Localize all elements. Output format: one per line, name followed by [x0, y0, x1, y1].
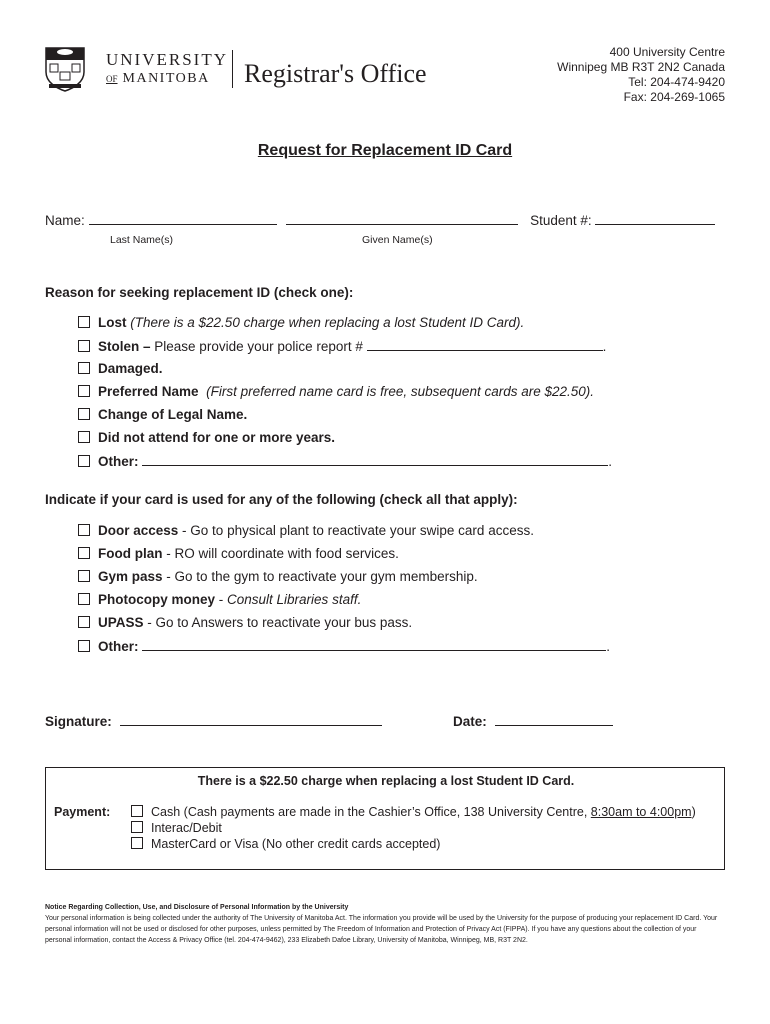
photocopy-note: Consult Libraries staff.	[227, 592, 362, 607]
usage-upass-option[interactable]	[78, 615, 412, 630]
payment-interac-option[interactable]	[131, 821, 222, 835]
food-plan-checkbox[interactable]	[78, 547, 90, 559]
cash-label: Cash (Cash payments are made in the Cashier’s Office, 138 University Centre,	[151, 805, 591, 819]
lost-note: (There is a $22.50 charge when replacing a lost Student ID Card).	[130, 315, 525, 330]
usage-other-option[interactable]: Other: .	[78, 638, 610, 654]
payment-box	[45, 767, 725, 870]
food-plan-note: - RO will coordinate with food services.	[162, 546, 399, 561]
student-number-label: Student #:	[530, 213, 592, 228]
payment-label: Payment:	[54, 805, 111, 819]
payment-cash-option[interactable]	[131, 805, 696, 819]
last-name-caption: Last Name(s)	[110, 234, 174, 246]
last-name-field[interactable]	[89, 212, 277, 225]
interac-checkbox[interactable]	[131, 821, 143, 833]
office-address	[465, 45, 725, 105]
address-phone: Tel: 204-474-9420	[628, 75, 725, 89]
lost-checkbox[interactable]	[78, 316, 90, 328]
upass-checkbox[interactable]	[78, 616, 90, 628]
address-line: Winnipeg MB R3T 2N2 Canada	[557, 60, 725, 74]
photocopy-label: Photocopy money	[98, 592, 216, 607]
gym-pass-note: - Go to the gym to reactivate your gym membership.	[162, 569, 478, 584]
form-title: Request for Replacement ID Card	[257, 142, 513, 159]
gym-pass-label: Gym pass	[98, 569, 163, 584]
given-name-caption: Given Name(s)	[362, 234, 433, 246]
door-access-note: - Go to physical plant to reactivate your swipe card access.	[178, 523, 534, 538]
cash-close-paren: )	[691, 805, 696, 819]
reason-heading: Reason for seeking replacement ID (check one):	[45, 285, 354, 300]
did-not-attend-label: Did not attend for one or more years.	[98, 430, 336, 445]
address-fax: Fax: 204-269-1065	[623, 90, 725, 104]
university-of: OF	[106, 74, 118, 84]
university-manitoba: MANITOBA	[122, 71, 210, 86]
cash-hours: 8:30am to 4:00pm	[590, 805, 692, 819]
stolen-checkbox[interactable]	[78, 340, 90, 352]
did-not-attend-checkbox[interactable]	[78, 431, 90, 443]
privacy-notice	[45, 902, 725, 946]
preferred-note: (First preferred name card is free, subsequent cards are $22.50).	[206, 384, 595, 399]
given-name-field[interactable]	[286, 212, 518, 225]
usage-gym-option[interactable]	[78, 569, 478, 584]
reason-damaged-option[interactable]	[78, 361, 163, 376]
usage-door-option[interactable]	[78, 523, 534, 538]
gym-pass-checkbox[interactable]	[78, 570, 90, 582]
date-row	[453, 713, 613, 729]
reason-stolen-option[interactable]: Stolen – Please provide your police report # .	[78, 338, 606, 354]
usage-other-label: Other:	[98, 639, 139, 654]
photocopy-checkbox[interactable]	[78, 593, 90, 605]
date-field[interactable]	[495, 713, 613, 726]
name-label: Name:	[45, 213, 85, 228]
damaged-label: Damaged.	[98, 361, 163, 376]
reason-preferred-option[interactable]	[78, 384, 594, 399]
payment-card-option[interactable]	[131, 837, 440, 851]
name-row	[45, 212, 715, 228]
preferred-checkbox[interactable]	[78, 385, 90, 397]
privacy-notice-heading: Notice Regarding Collection, Use, and Disclosure of Personal Information by the University	[45, 904, 349, 911]
reason-lost-option[interactable]	[78, 315, 524, 330]
photocopy-dash: -	[215, 592, 228, 607]
reason-other-checkbox[interactable]	[78, 455, 90, 467]
food-plan-label: Food plan	[98, 546, 163, 561]
header-separator	[232, 50, 233, 88]
signature-label: Signature:	[45, 714, 112, 729]
damaged-checkbox[interactable]	[78, 362, 90, 374]
reason-did-not-attend-option[interactable]	[78, 430, 335, 445]
university-name-line2	[106, 71, 210, 87]
date-label: Date:	[453, 714, 487, 729]
payment-heading: There is a $22.50 charge when replacing a lost Student ID Card.	[197, 774, 575, 788]
upass-note: - Go to Answers to reactivate your bus pass.	[143, 615, 413, 630]
stolen-label: Stolen –	[98, 339, 151, 354]
reason-other-label: Other:	[98, 454, 139, 469]
legal-name-label: Change of Legal Name.	[98, 407, 248, 422]
usage-other-field[interactable]	[142, 638, 606, 651]
address-line: 400 University Centre	[609, 45, 725, 59]
reason-other-option[interactable]: Other: .	[78, 453, 612, 469]
door-access-label: Door access	[98, 523, 179, 538]
cash-checkbox[interactable]	[131, 805, 143, 817]
credit-card-label: MasterCard or Visa (No other credit cards accepted)	[151, 837, 441, 851]
privacy-notice-body: Your personal information is being collected under the authority of The University of Manitoba Act. The information you provide will be used by the University for the purpose of producing your replacement ID Card. Your personal information will not be used or disclosed for other purposes, unless permitted by The Freedom of Information and Protection of Privacy Act (FIPPA). If you have any questions about the collection of your personal information, contact the Access & Privacy Office (tel. 204-474-9462), 233 Elizabeth Dafoe Library, University of Manitoba, Winnipeg, MB, R3T 2N2.	[45, 915, 718, 944]
reason-other-field[interactable]	[142, 453, 608, 466]
usage-photocopy-option[interactable]	[78, 592, 361, 607]
student-number-field[interactable]	[595, 212, 715, 225]
legal-name-checkbox[interactable]	[78, 408, 90, 420]
reason-legal-option[interactable]	[78, 407, 247, 422]
interac-label: Interac/Debit	[151, 821, 222, 835]
police-report-field[interactable]	[367, 338, 603, 351]
lost-label: Lost	[98, 315, 127, 330]
door-access-checkbox[interactable]	[78, 524, 90, 536]
usage-heading: Indicate if your card is used for any of the following (check all that apply):	[45, 492, 518, 507]
university-crest-logo	[44, 44, 86, 92]
usage-other-checkbox[interactable]	[78, 640, 90, 652]
preferred-label: Preferred Name	[98, 384, 199, 399]
stolen-note: Please provide your police report #	[154, 339, 363, 354]
university-name-line1: UNIVERSITY	[106, 50, 228, 69]
office-title: Registrar's Office	[244, 59, 427, 88]
signature-field[interactable]	[120, 713, 382, 726]
usage-food-option[interactable]	[78, 546, 399, 561]
upass-label: UPASS	[98, 615, 144, 630]
signature-row	[45, 713, 382, 729]
credit-card-checkbox[interactable]	[131, 837, 143, 849]
